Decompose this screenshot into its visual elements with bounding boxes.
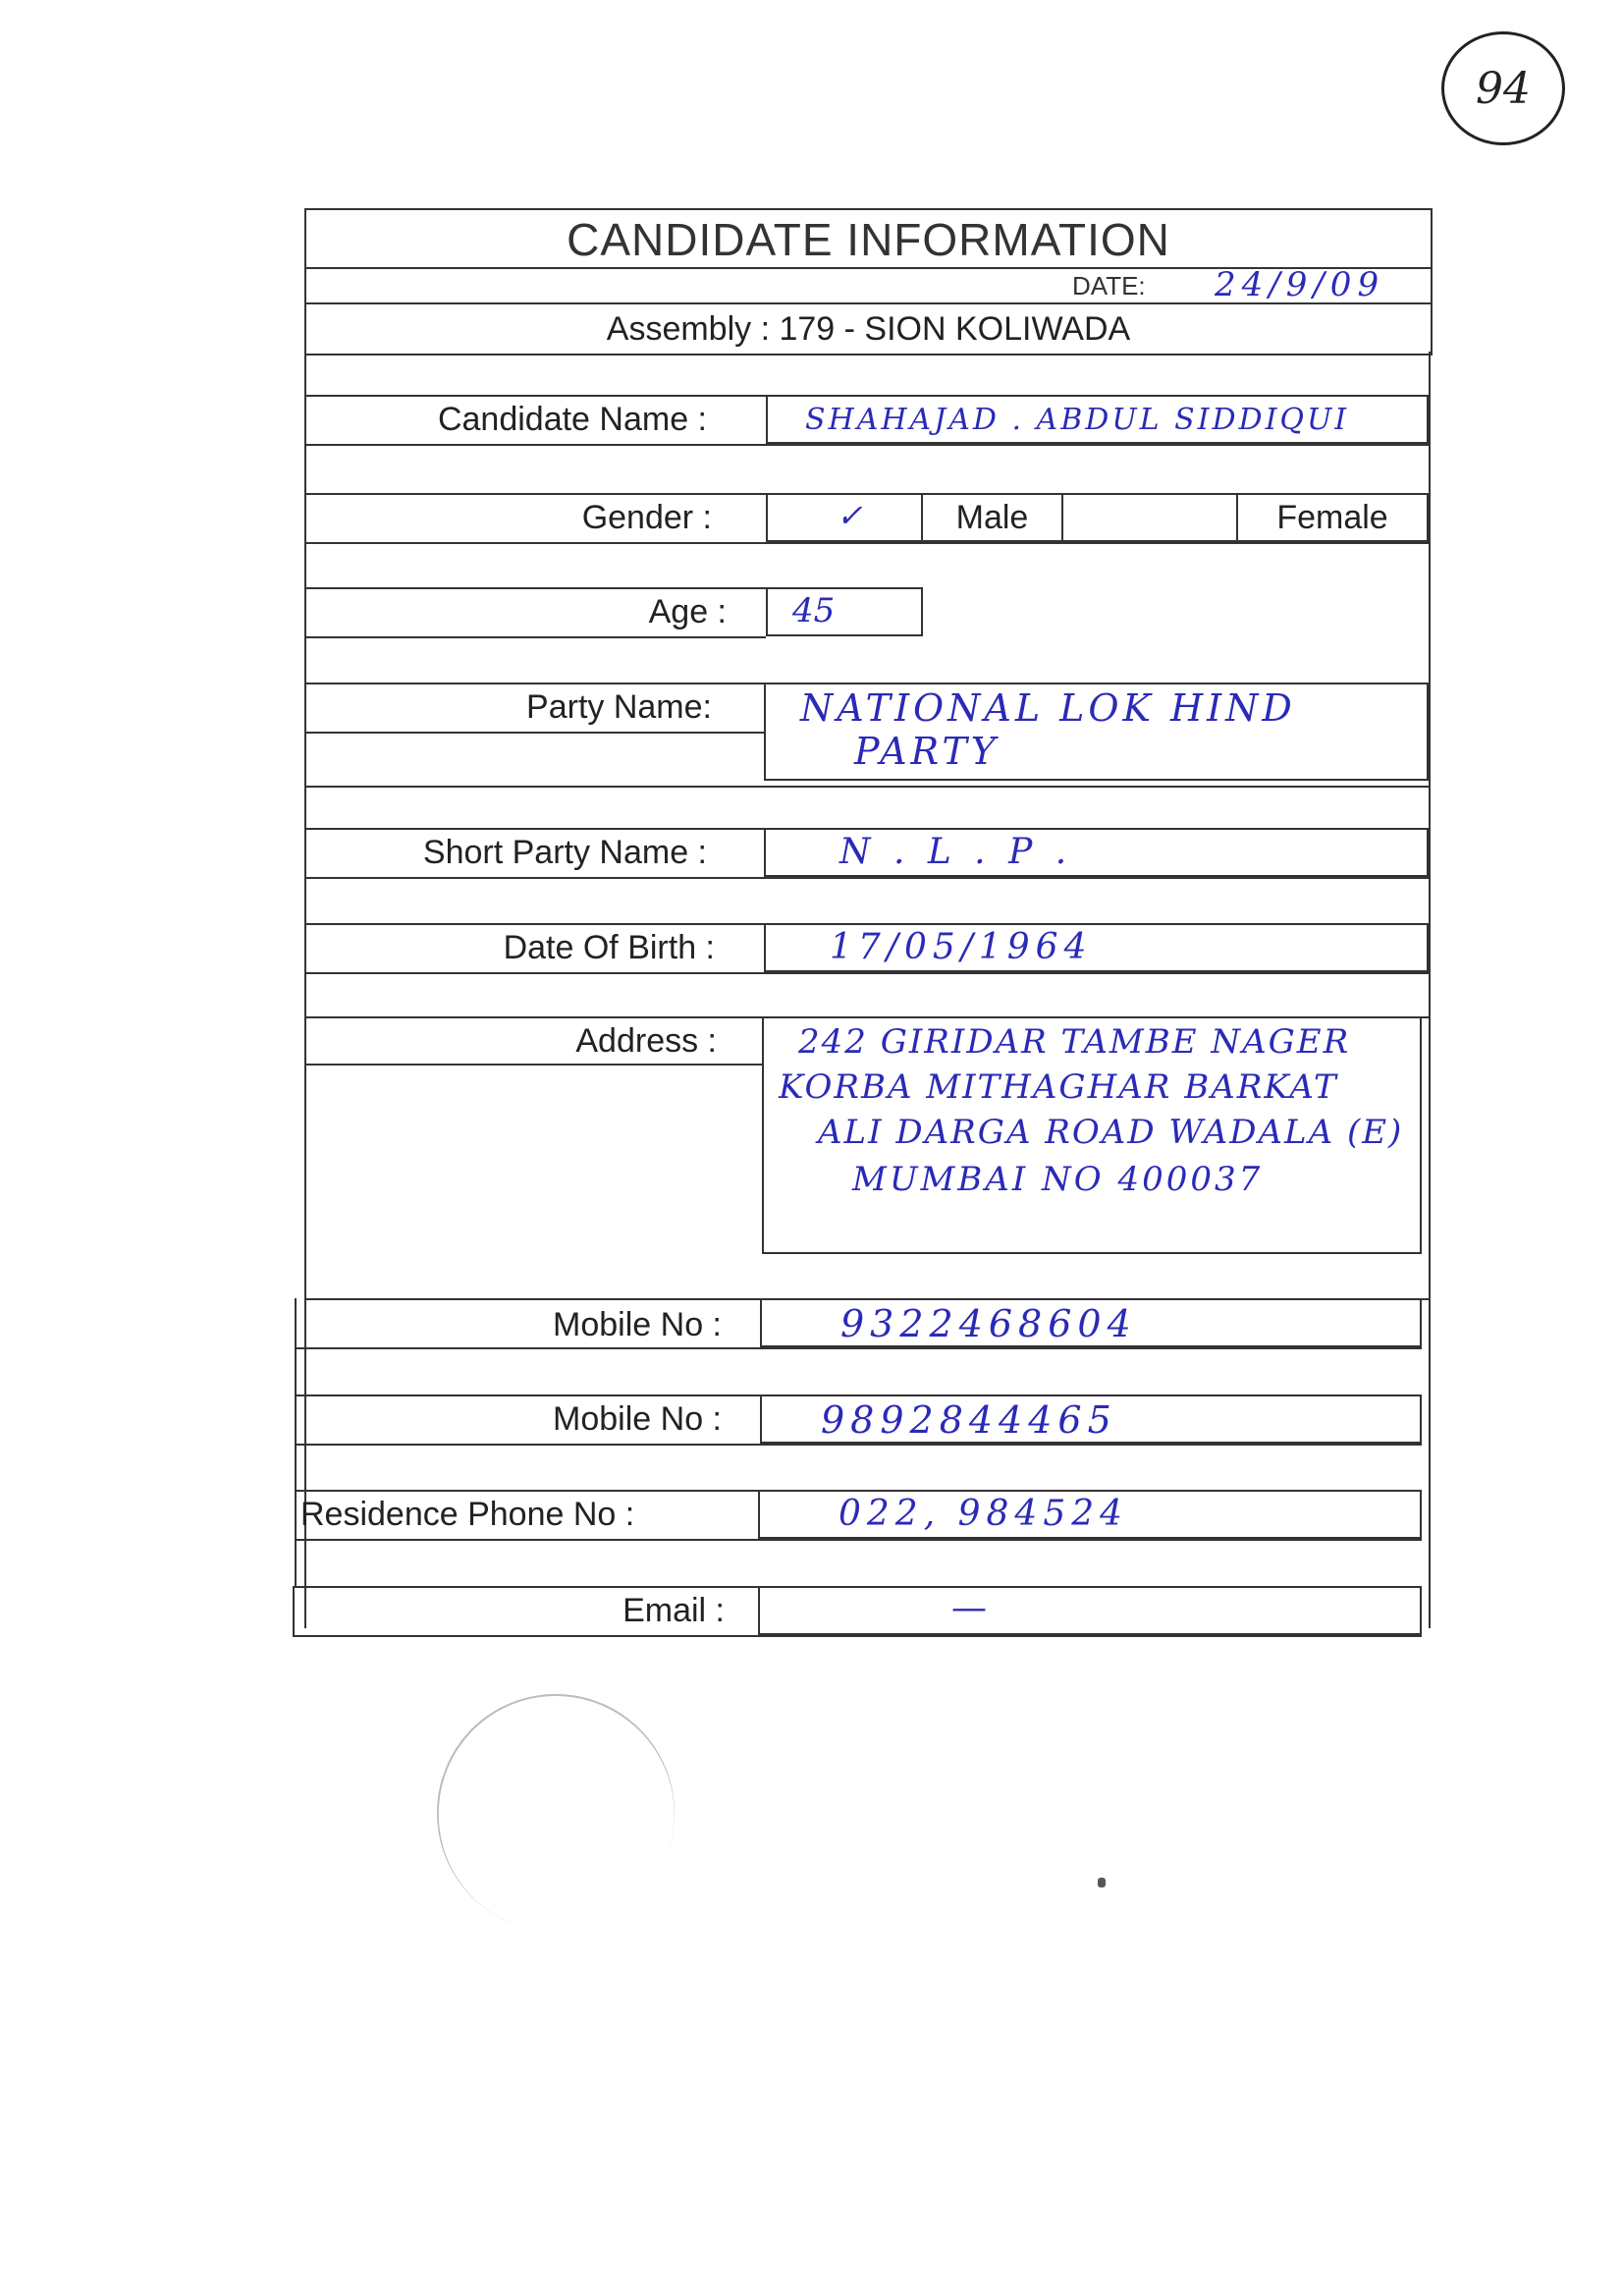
mobile-1-label: Mobile No : xyxy=(553,1306,722,1343)
mobile-2-field[interactable] xyxy=(760,1394,1422,1444)
form-right-border xyxy=(1429,352,1431,1628)
row-separator xyxy=(304,444,1429,446)
address-label: Address : xyxy=(575,1022,717,1060)
dob-value: 17/05/1964 xyxy=(830,927,1093,967)
email-field[interactable] xyxy=(758,1586,1422,1635)
row-separator xyxy=(295,1444,1422,1446)
date-label: DATE: xyxy=(1072,271,1146,301)
row-separator xyxy=(304,1064,764,1066)
email-left-border xyxy=(293,1586,295,1635)
address-field[interactable] xyxy=(762,1016,1422,1254)
address-line4: MUMBAI NO 400037 xyxy=(852,1160,1264,1199)
party-name-line1: NATIONAL LOK HIND xyxy=(800,686,1296,730)
row-separator xyxy=(304,972,1429,974)
gender-male-checkbox[interactable] xyxy=(766,493,923,542)
date-value: 24/9/09 xyxy=(1215,265,1385,304)
candidate-name-value: SHAHAJAD . ABDUL SIDDIQUI xyxy=(805,403,1350,437)
address-line3: ALI DARGA ROAD WADALA (E) xyxy=(818,1113,1404,1152)
gender-female-label: Female xyxy=(1236,493,1429,542)
residence-phone-label: Residence Phone No : xyxy=(300,1496,635,1533)
row-separator xyxy=(304,542,1429,544)
address-line2: KORBA MITHAGHAR BARKAT xyxy=(779,1067,1338,1107)
address-line1: 242 GIRIDAR TAMBE NAGER xyxy=(798,1022,1351,1062)
gender-female-checkbox[interactable] xyxy=(1061,493,1238,542)
row-separator xyxy=(295,1539,1422,1541)
candidate-name-label: Candidate Name : xyxy=(437,401,707,438)
row-separator xyxy=(304,587,766,589)
mobile-2-value: 9892844465 xyxy=(821,1398,1117,1442)
row-separator xyxy=(304,786,1429,788)
row-separator xyxy=(295,1347,1422,1349)
party-name-label: Party Name: xyxy=(526,688,712,726)
residence-phone-value: 022, 984524 xyxy=(839,1494,1129,1534)
dob-field[interactable] xyxy=(764,923,1429,972)
mobile-1-value: 9322468604 xyxy=(840,1302,1137,1345)
ink-speck xyxy=(1098,1878,1106,1887)
email-value: — xyxy=(951,1588,987,1628)
lower-left-border xyxy=(295,1298,297,1588)
short-party-name-value: N . L . P . xyxy=(839,832,1073,872)
assembly-line: Assembly : 179 - SION KOLIWADA xyxy=(304,302,1433,355)
age-value: 45 xyxy=(792,591,836,630)
gender-label: Gender : xyxy=(581,499,712,536)
short-party-name-field[interactable] xyxy=(764,828,1429,877)
row-separator xyxy=(304,877,1429,879)
mobile-1-field[interactable] xyxy=(760,1298,1422,1347)
row-separator xyxy=(293,1635,1422,1637)
age-field[interactable] xyxy=(766,587,923,636)
row-separator xyxy=(304,732,766,734)
mobile-2-label: Mobile No : xyxy=(553,1400,722,1438)
row-separator xyxy=(304,636,766,638)
email-label: Email : xyxy=(622,1592,725,1629)
age-label: Age : xyxy=(648,593,727,630)
form-title: CANDIDATE INFORMATION xyxy=(304,208,1433,269)
residence-phone-field[interactable] xyxy=(758,1490,1422,1539)
short-party-name-label: Short Party Name : xyxy=(422,834,707,871)
party-name-field[interactable] xyxy=(764,683,1429,781)
party-name-line2: PARTY xyxy=(854,730,1000,773)
date-row xyxy=(304,267,1433,304)
candidate-name-field[interactable] xyxy=(766,395,1429,444)
page-number: 94 xyxy=(1476,63,1531,114)
gender-male-label: Male xyxy=(921,493,1063,542)
dob-label: Date Of Birth : xyxy=(503,929,715,966)
male-check-mark: ✓ xyxy=(837,497,863,534)
